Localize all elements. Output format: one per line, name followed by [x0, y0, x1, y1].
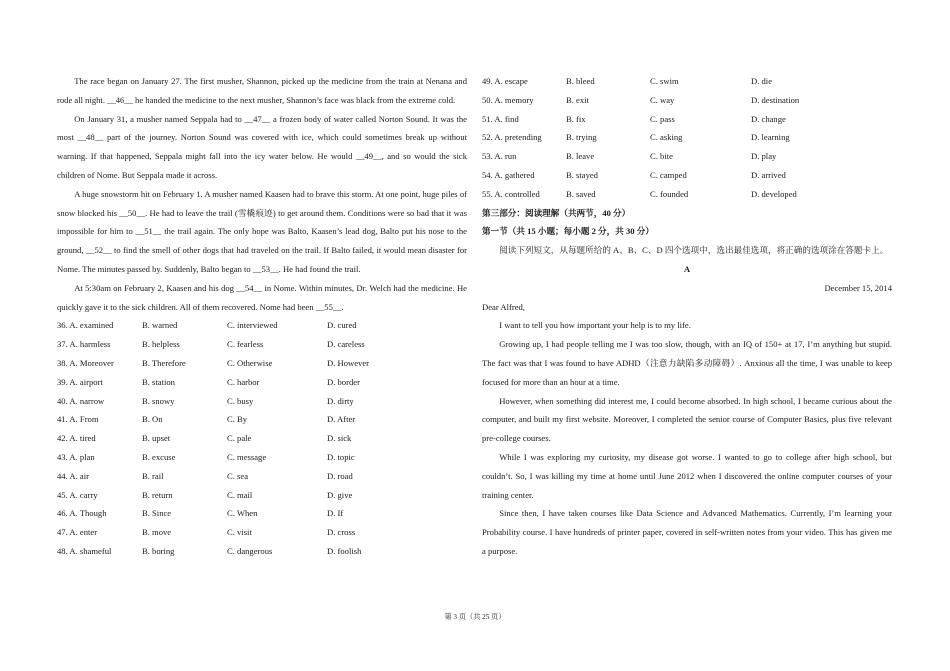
options-list-left	[57, 316, 467, 560]
letter-paragraph: Growing up, I had people telling me I was too slow, though, with an IQ of 150+ at 17, I’m anything but stupid. The fact was that I was found to have ADHD（注意力缺陷多动障碍）. Anxious all the time, I was unable to keep focused for more than an hour at a time.	[482, 339, 892, 387]
page-footer: 第 3 页（共 25 页）	[444, 613, 506, 621]
letter-paragraph: Since then, I have taken courses like Data Science and Advanced Mathematics. Currently, I’m learning your Probability course. I have hundreds of printer paper, covered in self-written notes from your video. This has given me a purpose.	[482, 508, 892, 556]
option-row: 37. A. harmless B. helpless C. fearless D. careless	[57, 339, 365, 350]
letter-paragraph: However, when something did interest me, I could become absorbed. In high school, I became curious about the computer, and built my first website. Moreover, I completed the senior course of Computer Basics, plus five relevant pre-college courses.	[482, 395, 892, 444]
option-row: 49. A. escape B. bleed C. swim D. die	[482, 76, 773, 86]
left-column	[57, 72, 467, 561]
passage-paragraph: A huge snowstorm hit on February 1. A musher named Kaasen had to brave this storm. At one point, huge piles of snow blocked his __50__. He had to leave the trail (雪橇痕迹) to get around them. Conditions were so bad that it was impossible for him to __51__ the trail again. The only hope was Balto, Kaasen’s lead dog, Balto put his nose to the ground, __52__ to find the smell of other dogs that had traveled on the trail. If Balto failed, it would mean disaster for Nome. The minutes passed by. Suddenly, Balto began to __53__. He had found the trail.	[57, 188, 467, 274]
option-row: 36. A. examined B. warned C. interviewed D. cured	[57, 320, 357, 331]
option-row: 47. A. enter B. move C. visit D. cross	[57, 527, 356, 538]
option-row: 55. A. controlled B. saved C. founded D. developed	[482, 188, 797, 199]
letter-salutation: Dear Alfred,	[482, 301, 525, 312]
option-row: 43. A. plan B. excuse C. message D. topic	[57, 451, 355, 462]
letter-paragraph: I want to tell you how important your help is to my life.	[499, 320, 691, 331]
letter-date: December 15, 2014	[824, 282, 892, 293]
option-row: 39. A. airport B. station C. harbor D. border	[57, 376, 360, 387]
instruction-text: 阅读下列短文，从每题所给的 A、B、C、D 四个选项中，选出最佳选项，将正确的选项涂在答题卡上。	[499, 245, 889, 256]
option-row: 51. A. find B. fix C. pass D. change	[482, 113, 786, 124]
passage-paragraph: On January 31, a musher named Seppala had to __47__ a frozen body of water called Norton Sound. It was the most __48__ part of the journey. Norton Sound was covered with ice, which could sometimes break up without warning. If that happened, Seppala might fall into the icy water below. He would __49__, and so would the sick children of Nome. But Seppala made it across.	[57, 113, 467, 180]
option-row: 50. A. memory B. exit C. way D. destination	[482, 94, 800, 105]
passage-paragraph: The race began on January 27. The first musher, Shannon, picked up the medicine from the train at Nenana and rode all night. __46__ he handed the medicine to the next musher, Shannon’s face was black from the extreme cold.	[57, 76, 467, 105]
option-row: 54. A. gathered B. stayed C. camped D. arrived	[482, 169, 786, 180]
options-list-right	[482, 72, 892, 204]
subsection-heading: 第一节（共 15 小题；每小题 2 分，共 30 分）	[482, 226, 654, 237]
section-heading: 第三部分：阅读理解（共两节，40 分）	[482, 207, 631, 218]
option-row: 44. A. air B. rail C. sea D. road	[57, 470, 353, 481]
option-row: 53. A. run B. leave C. bite D. play	[482, 151, 777, 162]
option-row: 48. A. shameful B. boring C. dangerous D. foolish	[57, 545, 362, 556]
option-row: 41. A. From B. On C. By D. After	[57, 414, 356, 425]
letter-paragraph: While I was exploring my curiosity, my disease got worse. I wanted to go to college after high school, but couldn’t. So, I was killing my time at home until June 2012 when I discovered the online computer courses of your training center.	[482, 451, 892, 500]
right-column	[482, 72, 892, 561]
passage-label: A	[683, 263, 691, 274]
passage-paragraph: At 5:30am on February 2, Kaasen and his dog __54__ in Nome. Within minutes, Dr. Welch had the medicine. He quickly gave it to the sick children. All of them recovered. Nome had been __55__.	[57, 282, 467, 312]
option-row: 42. A. tired B. upset C. pale D. sick	[57, 433, 352, 444]
option-row: 40. A. narrow B. snowy C. busy D. dirty	[57, 395, 354, 406]
option-row: 38. A. Moreover B. Therefore C. Otherwise D. However	[57, 357, 369, 368]
option-row: 52. A. pretending B. trying C. asking D. learning	[482, 132, 790, 143]
option-row: 46. A. Though B. Since C. When D. If	[57, 508, 344, 519]
option-row: 45. A. carry B. return C. mail D. give	[57, 489, 353, 500]
